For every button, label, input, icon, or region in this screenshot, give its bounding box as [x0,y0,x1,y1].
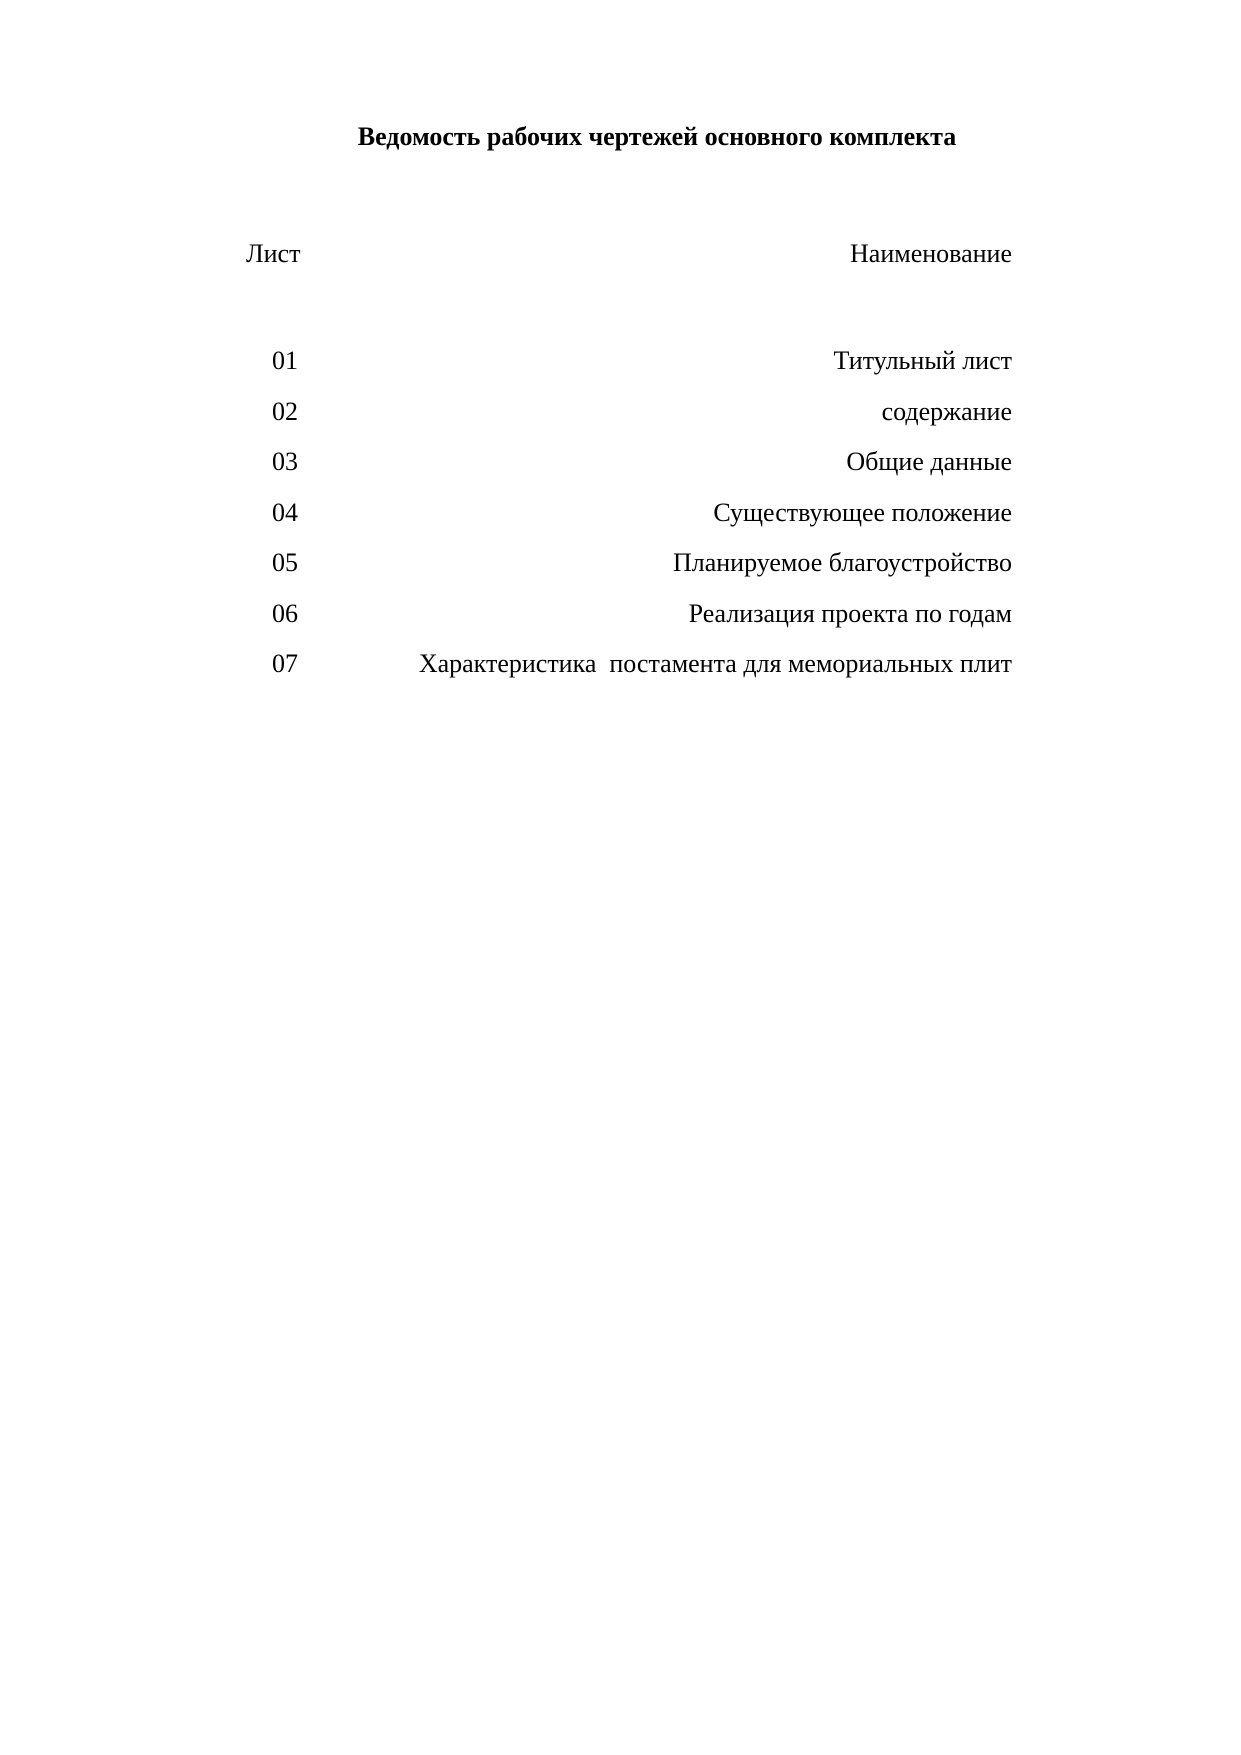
table-header [246,236,1012,272]
drawings-list-table [246,236,1012,690]
table-row [246,488,1012,539]
sheet-name: Характеристика постамента для мемориальных плит [418,649,1012,678]
sheet-number: 02 [272,396,298,426]
sheet-name: содержание [881,396,1012,426]
sheet-name: Планируемое благоустройство [672,548,1012,577]
sheet-name: Титульный лист [833,346,1012,375]
document-title: Ведомость рабочих чертежей основного комплекта [357,122,957,151]
sheet-number: 01 [272,346,298,375]
table-row [246,336,1012,387]
sheet-name: Общие данные [846,447,1012,476]
table-row [246,387,1012,438]
sheet-number: 04 [272,497,298,527]
sheet-number: 07 [272,649,298,678]
column-header-name: Наименование [850,239,1012,268]
sheet-name: Существующее положение [713,497,1012,527]
table-body [246,336,1012,690]
column-header-sheet: Лист [246,239,301,268]
sheet-number: 05 [272,548,298,577]
table-row [246,538,1012,589]
sheet-number: 06 [272,598,298,628]
table-row [246,589,1012,640]
table-row [246,437,1012,488]
sheet-name: Реализация проекта по годам [688,598,1012,628]
table-row [246,639,1012,690]
sheet-number: 03 [272,447,298,476]
